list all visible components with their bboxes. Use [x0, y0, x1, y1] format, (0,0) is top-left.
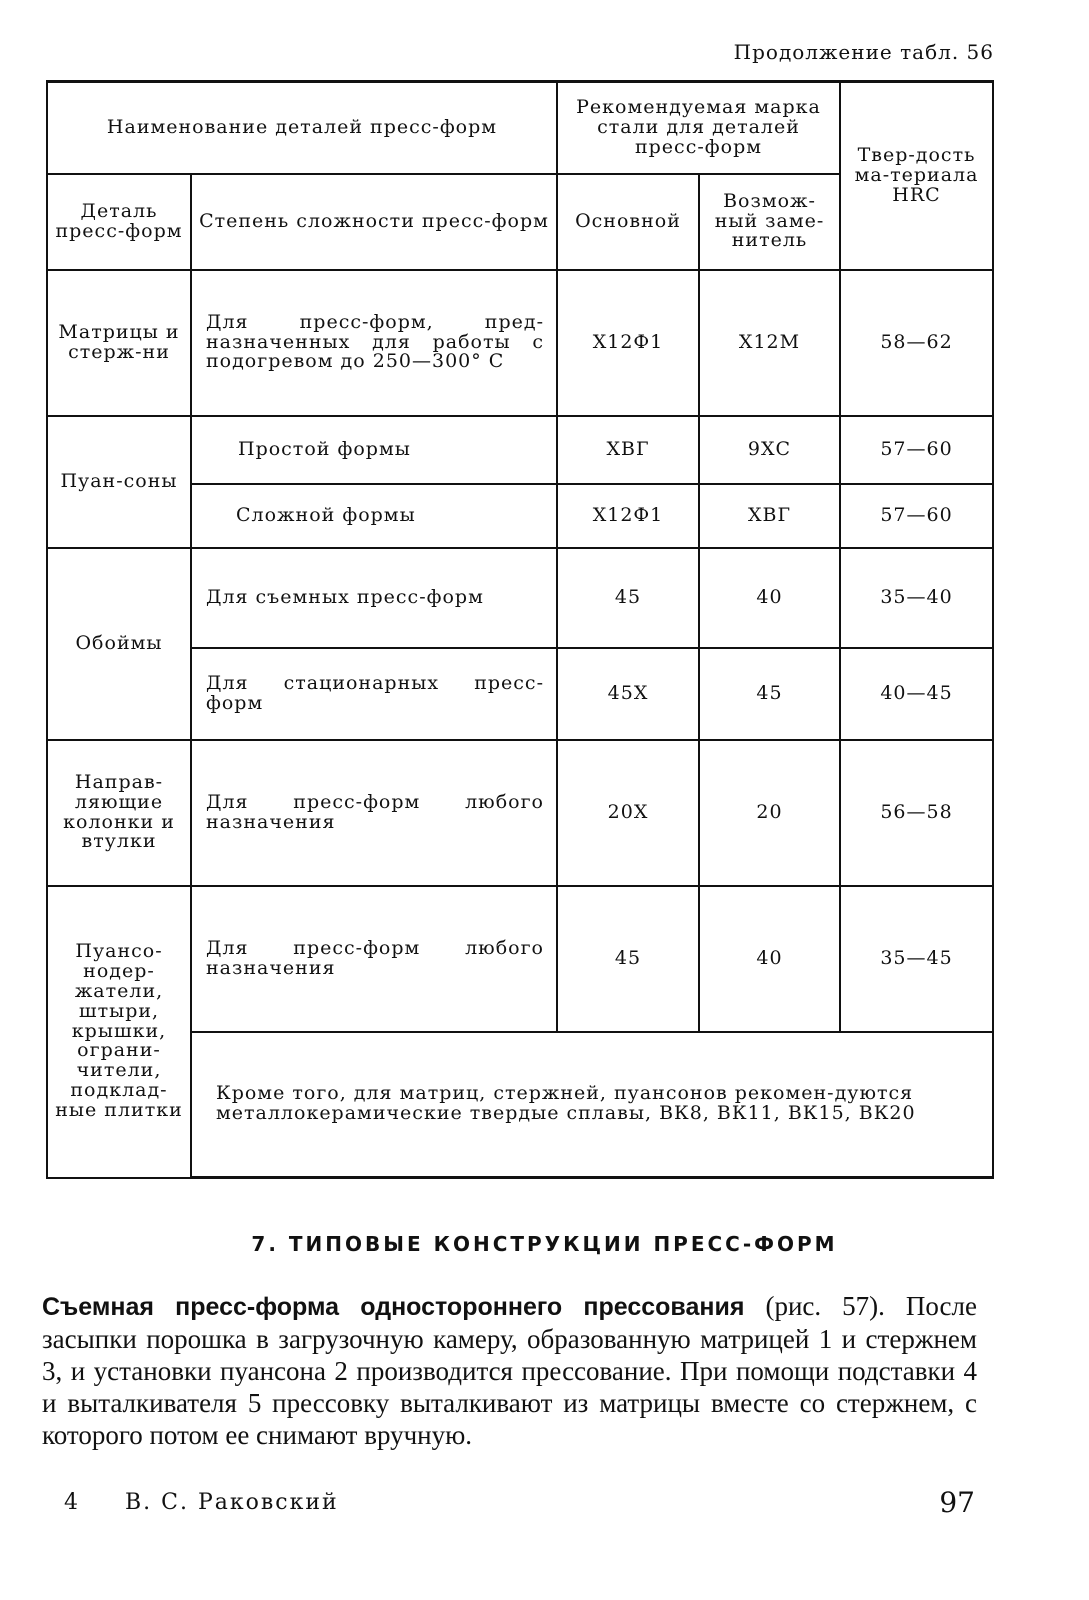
cell-complexity: Для пресс-форм, пред-назначенных для работы с подогревом до 250—300° С	[191, 270, 557, 416]
table-row	[47, 416, 993, 484]
paragraph-lead: Съемная пресс-форма одностороннего прессования	[42, 1293, 745, 1321]
cell-substitute-grade: ХВГ	[699, 484, 840, 548]
table-continuation-label: Продолжение табл. 56	[733, 40, 994, 64]
table-row	[47, 270, 993, 416]
cell-substitute-grade: 20	[699, 740, 840, 886]
header-parts-name: Наименование деталей пресс-форм	[47, 82, 557, 174]
header-complexity: Степень сложности пресс-форм	[191, 174, 557, 270]
cell-main-grade: 45Х	[557, 648, 699, 740]
cell-hardness: 57—60	[840, 484, 993, 548]
cell-hardness: 58—62	[840, 270, 993, 416]
cell-substitute-grade: Х12М	[699, 270, 840, 416]
cell-main-grade: Х12Ф1	[557, 484, 699, 548]
cell-complexity: Для стационарных пресс-форм	[191, 648, 557, 740]
cell-part: Обоймы	[47, 548, 191, 740]
cell-hardness: 56—58	[840, 740, 993, 886]
cell-substitute-grade: 40	[699, 886, 840, 1032]
cell-hardness: 40—45	[840, 648, 993, 740]
cell-part: Матрицы и стерж-ни	[47, 270, 191, 416]
cell-complexity: Простой формы	[191, 416, 557, 484]
table-row	[47, 548, 993, 648]
cell-complexity: Сложной формы	[191, 484, 557, 548]
cell-complexity: Для съемных пресс-форм	[191, 548, 557, 648]
table-row	[47, 740, 993, 886]
cell-substitute-grade: 40	[699, 548, 840, 648]
table-header-row	[47, 82, 993, 174]
cell-main-grade: 20Х	[557, 740, 699, 886]
table-note: Кроме того, для матриц, стержней, пуансонов рекомен-дуются металлокерамические твердые сплавы, ВК8, ВК11, ВК15, ВК20	[191, 1032, 993, 1178]
body-paragraph	[42, 1290, 977, 1451]
cell-main-grade: Х12Ф1	[557, 270, 699, 416]
cell-substitute-grade: 45	[699, 648, 840, 740]
cell-substitute-grade: 9ХС	[699, 416, 840, 484]
author-name: В. С. Раковский	[125, 1490, 339, 1515]
footer-signature	[64, 1490, 339, 1515]
paragraph-body: (рис. 57). После засыпки порошка в загрузочную камеру, образованную матрицей 1 и стержнем 3, и установки пуансона 2 производится прессование. При помощи подставки 4 и выталкивателя 5 прессовку выталкивают из матрицы вместе со стержнем, с которого потом ее снимают вручную.	[42, 1291, 978, 1450]
header-main-grade: Основной	[557, 174, 699, 270]
header-part: Деталь пресс-форм	[47, 174, 191, 270]
header-substitute-grade: Возмож-ный заме-нитель	[699, 174, 840, 270]
table-row	[47, 886, 993, 1032]
steel-grades-table	[46, 80, 994, 1179]
cell-hardness: 57—60	[840, 416, 993, 484]
cell-hardness: 35—45	[840, 886, 993, 1032]
section-title: 7. ТИПОВЫЕ КОНСТРУКЦИИ ПРЕСС-ФОРМ	[251, 1232, 838, 1256]
cell-part: Пуансо-нодер-жатели, штыри, крышки, ограни-чители, подклад-ные плитки	[47, 886, 191, 1178]
cell-hardness: 35—40	[840, 548, 993, 648]
cell-main-grade: ХВГ	[557, 416, 699, 484]
page-number: 97	[939, 1486, 975, 1519]
signature-number: 4	[64, 1490, 80, 1515]
header-hardness: Твер-дость ма-териала HRC	[840, 82, 993, 270]
cell-complexity: Для пресс-форм любого назначения	[191, 886, 557, 1032]
cell-main-grade: 45	[557, 886, 699, 1032]
cell-part: Пуан-соны	[47, 416, 191, 548]
header-recommended-steel: Рекомендуемая марка стали для деталей пресс-форм	[557, 82, 840, 174]
cell-part: Направ-ляющие колонки и втулки	[47, 740, 191, 886]
cell-complexity: Для пресс-форм любого назначения	[191, 740, 557, 886]
cell-main-grade: 45	[557, 548, 699, 648]
